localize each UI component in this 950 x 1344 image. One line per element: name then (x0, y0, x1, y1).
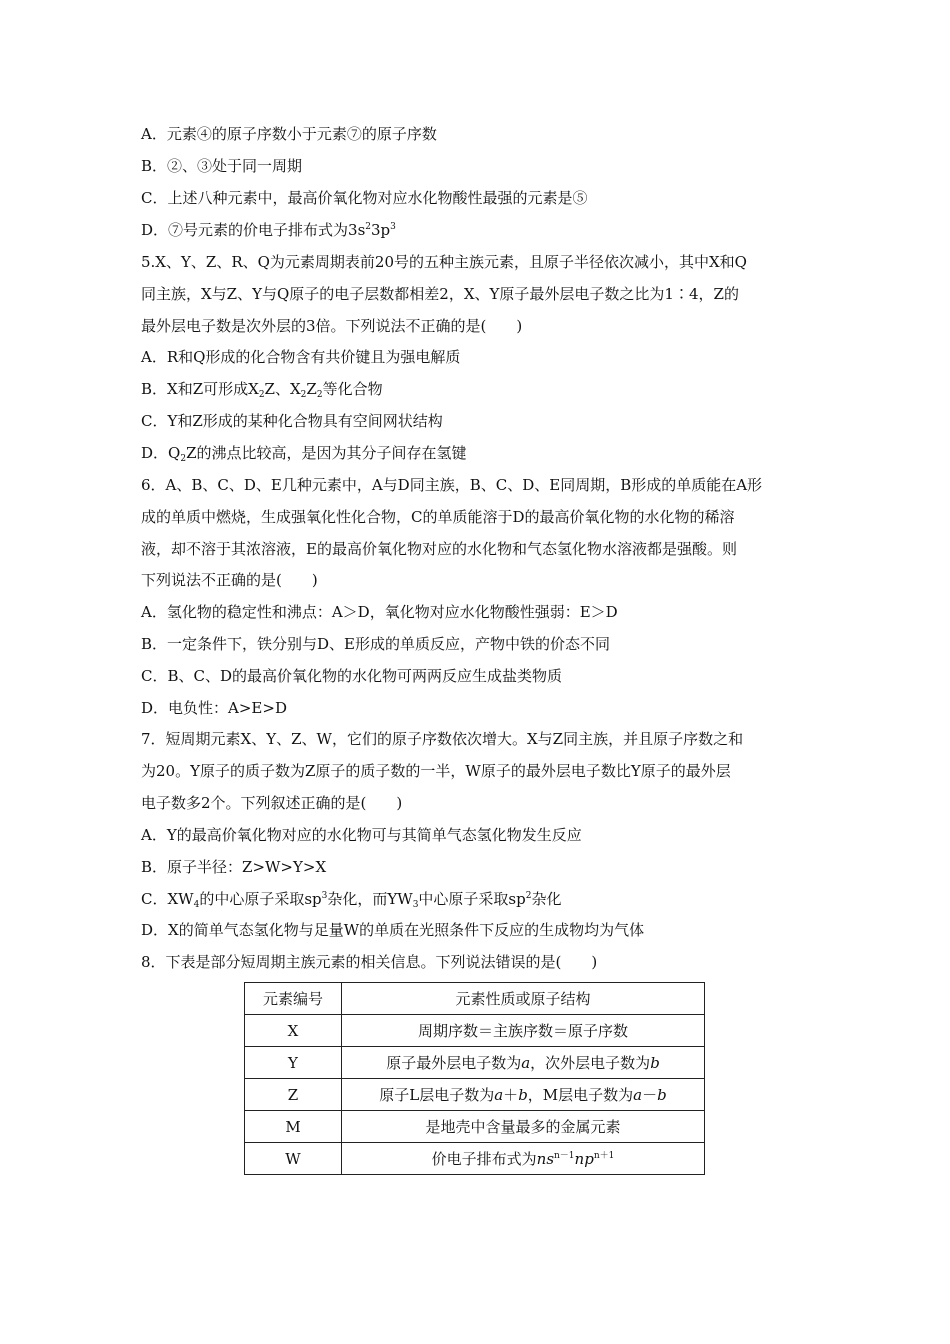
table-row (245, 1015, 705, 1047)
q4-option-b: B．②、③处于同一周期 (141, 157, 303, 175)
q5-stem-line-1: 5.X、Y、Z、R、Q为元素周期表前20号的五种主族元素，且原子半径依次减小，其中X和Q (141, 253, 747, 271)
table-cell-desc: 是地壳中含量最多的金属元素 (342, 1111, 705, 1143)
table-row (245, 1111, 705, 1143)
q6-option-c: C．B、C、D的最高价氧化物的水化物可两两反应生成盐类物质 (141, 667, 563, 685)
q7-option-b: B．原子半径：Z>W>Y>X (141, 858, 327, 876)
table-cell-id: Y (245, 1047, 342, 1079)
q5-stem-line-3: 最外层电子数是次外层的3倍。下列说法不正确的是( ) (141, 317, 523, 335)
q6-stem-line-2: 成的单质中燃烧，生成强氧化性化合物，C的单质能溶于D的最高价氧化物的水化物的稀溶 (141, 508, 735, 526)
q7-stem-line-3: 电子数多2个。下列叙述正确的是( ) (141, 794, 403, 812)
q5-option-c: C．Y和Z形成的某种化合物具有空间网状结构 (141, 412, 443, 430)
q5-option-a: A．R和Q形成的化合物含有共价键且为强电解质 (141, 348, 461, 366)
table-row (245, 1047, 705, 1079)
table-cell-id: Z (245, 1079, 342, 1111)
table-header-cell: 元素性质或原子结构 (342, 983, 705, 1015)
q6-option-b: B．一定条件下，铁分别与D、E形成的单质反应，产物中铁的价态不同 (141, 635, 611, 653)
q5-option-d: D．$Q_2Z$的沸点比较高，是因为其分子间存在氢键 (141, 444, 467, 464)
q5-stem-line-2: 同主族，X与Z、Y与Q原子的电子层数都相差2，X、Y原子最外层电子数之比为1∶4，Z的 (141, 285, 739, 303)
table-row (245, 1143, 705, 1175)
element-info-table (244, 982, 705, 1175)
table-cell-id: W (245, 1143, 342, 1175)
q7-option-d: D．X的简单气态氢化物与足量W的单质在光照条件下反应的生成物均为气体 (141, 921, 645, 939)
table-cell-desc: 周期序数＝主族序数＝原子序数 (342, 1015, 705, 1047)
q6-option-a: A．氢化物的稳定性和沸点：A＞D，氧化物对应水化物酸性强弱：E＞D (141, 603, 618, 621)
table-cell-id: X (245, 1015, 342, 1047)
q7-stem-line-1: 7．短周期元素X、Y、Z、W，它们的原子序数依次增大。X与Z同主族，并且原子序数之和 (141, 730, 744, 748)
q7-option-a: A．Y的最高价氧化物对应的水化物可与其简单气态氢化物发生反应 (141, 826, 582, 844)
q6-stem-line-1: 6．A、B、C、D、E几种元素中，A与D同主族，B、C、D、E同周期，B形成的单质能在A形 (141, 476, 763, 494)
q6-option-d: D．电负性：A>E>D (141, 699, 287, 717)
table-row (245, 1079, 705, 1111)
q4-option-d: D．⑦号元素的价电子排布式为$3s^23p^3$ (141, 221, 396, 239)
table-header-row (245, 983, 705, 1015)
q4-option-c: C．上述八种元素中，最高价氧化物对应水化物酸性最强的元素是⑤ (141, 189, 588, 207)
table-cell-desc: 原子L层电子数为a＋b，M层电子数为a－b (342, 1079, 705, 1111)
q4-option-a: A．元素④的原子序数小于元素⑦的原子序数 (141, 125, 437, 143)
table-cell-desc: 原子最外层电子数为a，次外层电子数为b (342, 1047, 705, 1079)
q7-stem-line-2: 为20。Y原子的质子数为Z原子的质子数的一半，W原子的最外层电子数比Y原子的最外层 (141, 762, 731, 780)
q7-option-c: C．$XW_4$的中心原子采取$sp^3$杂化，而$YW_3$中心原子采取$sp^2$杂化 (141, 890, 562, 910)
table-cell-id: M (245, 1111, 342, 1143)
table-cell-desc: 价电子排布式为$ns^{n-1}np^{n+1}$ (342, 1143, 705, 1175)
q6-stem-line-3: 液，却不溶于其浓溶液，E的最高价氧化物对应的水化物和气态氢化物水溶液都是强酸。则 (141, 540, 737, 558)
q8-stem: 8．下表是部分短周期主族元素的相关信息。下列说法错误的是( ) (141, 953, 598, 971)
q6-stem-line-4: 下列说法不正确的是( ) (141, 571, 318, 589)
table-header-cell: 元素编号 (245, 983, 342, 1015)
q5-option-b: B．X和Z可形成$X_2Z$、$X_2Z_2$等化合物 (141, 380, 383, 400)
